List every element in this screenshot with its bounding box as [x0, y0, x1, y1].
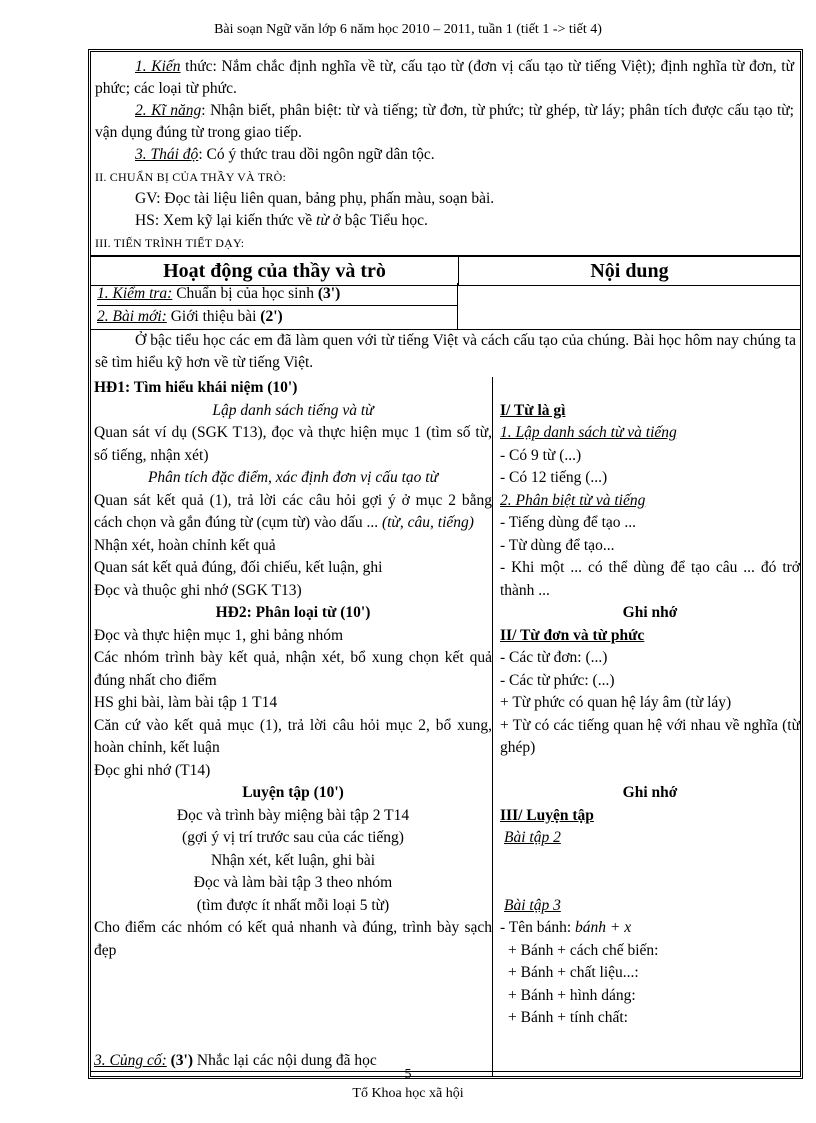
content-line: + Bánh + chất liệu...:: [508, 964, 639, 981]
memo-label: Ghi nhớ: [622, 784, 678, 801]
content-line: + Bánh + tính chất:: [508, 1009, 628, 1026]
consolidation-time: (3'): [166, 1051, 194, 1069]
page-header: Bài soạn Ngữ văn lớp 6 năm học 2010 – 2011, tuần 1 (tiết 1 -> tiết 4): [214, 22, 602, 37]
left-line: Nhận xét, kết luận, ghi bài: [211, 851, 375, 869]
content-line: + Từ phức có quan hệ láy âm (từ láy): [500, 694, 732, 711]
content-line: - Các từ phức: (...): [500, 671, 615, 689]
knowledge-label: 1. Kiến: [135, 58, 181, 75]
practice-title: Luyện tập (10'): [242, 784, 344, 801]
new-lesson-label: 2. Bài mới:: [97, 308, 167, 325]
consolidation-label: 3. Củng cố:: [94, 1051, 167, 1069]
exercise-2-label: Bài tập 2: [504, 829, 561, 846]
skill-label: 2. Kĩ năng: [135, 102, 202, 119]
check-row: [97, 283, 457, 306]
left-line: Đọc ghi nhớ (T14): [94, 761, 211, 779]
hd1-title: HĐ1: Tìm hiểu khái niệm (10'): [94, 379, 298, 396]
new-lesson-time: (2'): [260, 308, 283, 325]
objective-attitude: [95, 144, 794, 166]
left-line: (gợi ý vị trí trước sau của các tiếng): [182, 829, 404, 846]
check-rows: [91, 283, 800, 330]
lesson-intro: Ở bậc tiểu học các em đã làm quen với từ tiếng Việt và cách cấu tạo của chúng. Bài học hôm nay chúng ta sẽ tìm hiểu kỹ hơn về từ tiếng Việt.: [95, 332, 796, 371]
prep-hs-c: ở bậc Tiểu học.: [328, 212, 428, 229]
cake-formula: bánh + x: [575, 919, 632, 936]
process-heading: III. TIẾN TRÌNH TIẾT DẠY:: [95, 236, 245, 250]
prep-hs-a: HS: Xem kỹ lại kiến thức về: [135, 212, 317, 229]
content-line: [500, 917, 800, 940]
content-line: - Khi một ... có thể dùng để tạo câu ... đó trở thành ...: [500, 559, 800, 599]
section-2-title: II/ Từ đơn và từ phức: [500, 626, 645, 644]
content-line: - Từ dùng để tạo...: [500, 536, 615, 554]
check-label: 1. Kiểm tra:: [97, 285, 173, 302]
exercise-3-label: Bài tập 3: [504, 896, 561, 914]
objective-skill: [95, 100, 794, 144]
skill-text: : Nhận biết, phân biệt: từ và tiếng; từ đơn, từ phức; từ ghép, từ láy; phân tích được cấu tạo từ; vận dụng đúng từ trong giao tiếp.: [95, 102, 794, 141]
left-line: Đọc và thuộc ghi nhớ (SGK T13): [94, 581, 302, 599]
left-line: Đọc và làm bài tập 3 theo nhóm: [193, 874, 393, 891]
left-line: Quan sát kết quả đúng, đối chiếu, kết luận, ghi: [94, 559, 383, 576]
cake-name-label: - Tên bánh:: [500, 919, 576, 936]
left-line: [94, 490, 492, 535]
memo-label: Ghi nhớ: [622, 604, 678, 621]
table-header: [91, 255, 800, 286]
prep-hs-b: từ: [316, 212, 329, 229]
page-number: 5: [404, 1067, 412, 1082]
left-line: Quan sát ví dụ (SGK T13), đọc và thực hiện mục 1 (tìm số từ, số tiếng, nhận xét): [94, 424, 492, 464]
new-lesson-text: Giới thiệu bài: [166, 308, 261, 325]
left-line: HS ghi bài, làm bài tập 1 T14: [94, 694, 278, 711]
activities-column: [91, 377, 493, 1076]
section-1-title: I/ Từ là gì: [500, 401, 566, 419]
left-line: Đọc và trình bày miệng bài tập 2 T14: [176, 806, 410, 824]
check-cells: [91, 283, 458, 329]
objective-knowledge: [95, 56, 794, 100]
new-lesson-row: [97, 306, 457, 328]
left-line: Căn cứ vào kết quả mục (1), trả lời câu hỏi mục 2, bổ xung, hoàn chỉnh, kết luận: [94, 716, 492, 756]
attitude-text: : Có ý thức trau dồi ngôn ngữ dân tộc.: [198, 146, 435, 163]
left-line-italic: (từ, câu, tiếng): [381, 514, 474, 531]
prep-heading: II. CHUẨN BỊ CỦA THẦY VÀ TRÒ:: [95, 170, 287, 184]
left-line: Cho điểm các nhóm có kết quả nhanh và đúng, trình bày sạch đẹp: [94, 919, 492, 959]
table-body: [91, 377, 800, 1076]
check-time: (3'): [317, 285, 341, 302]
content-column: [494, 377, 800, 1076]
left-line: (tìm được ít nhất mỗi loại 5 từ): [196, 896, 390, 914]
content-line: - Có 9 từ (...): [500, 446, 582, 464]
column-header-content: Nội dung: [590, 260, 669, 282]
prep-hs: [95, 210, 794, 232]
hd2-title: HĐ2: Phân loại từ (10'): [215, 604, 371, 621]
content-line: + Bánh + cách chế biến:: [508, 941, 659, 959]
attitude-label: 3. Thái độ: [135, 146, 199, 163]
left-line: Lập danh sách tiếng và từ: [212, 401, 374, 419]
content-line: + Bánh + hình dáng:: [508, 986, 636, 1004]
left-line-text: Quan sát kết quả (1), trả lời các câu hỏi gợi ý ở mục 2 bằng cách chọn và gắn đúng từ (cụm từ) vào dấu ...: [94, 491, 492, 531]
left-line: Phân tích đặc điểm, xác định đơn vị cấu tạo từ: [147, 469, 439, 486]
content-line: - Tiếng dùng để tạo ...: [500, 514, 637, 531]
section-3-title: III/ Luyện tập: [500, 806, 594, 824]
page-footer: Tổ Khoa học xã hội: [352, 1086, 464, 1101]
check-text: Chuẩn bị của học sinh: [172, 285, 318, 302]
knowledge-text: thức: Nắm chắc định nghĩa về từ, cấu tạo từ (đơn vị cấu tạo từ tiếng Việt); định nghĩa từ đơn, từ phức; các loại từ phức.: [95, 58, 795, 97]
content-line: - Có 12 tiếng (...): [500, 469, 608, 486]
lesson-frame: [88, 49, 803, 1079]
subsection-title: 1. Lập danh sách từ và tiếng: [500, 424, 677, 441]
objectives-section: [95, 56, 794, 254]
content-line: + Từ có các tiếng quan hệ với nhau về nghĩa (từ ghép): [500, 716, 800, 756]
left-line: Đọc và thực hiện mục 1, ghi bảng nhóm: [94, 626, 344, 644]
left-line: Nhận xét, hoàn chỉnh kết quả: [94, 536, 276, 554]
content-line: - Các từ đơn: (...): [500, 649, 608, 666]
prep-gv: GV: Đọc tài liệu liên quan, bảng phụ, phấn màu, soạn bài.: [135, 190, 495, 207]
left-line: Các nhóm trình bày kết quả, nhận xét, bổ xung chọn kết quả đúng nhất cho điểm: [94, 649, 492, 689]
column-header-activities: Hoạt động của thầy và trò: [91, 257, 459, 285]
consolidation-text: Nhắc lại các nội dung đã học: [193, 1051, 377, 1069]
subsection-title: 2. Phân biệt từ và tiếng: [500, 491, 646, 509]
